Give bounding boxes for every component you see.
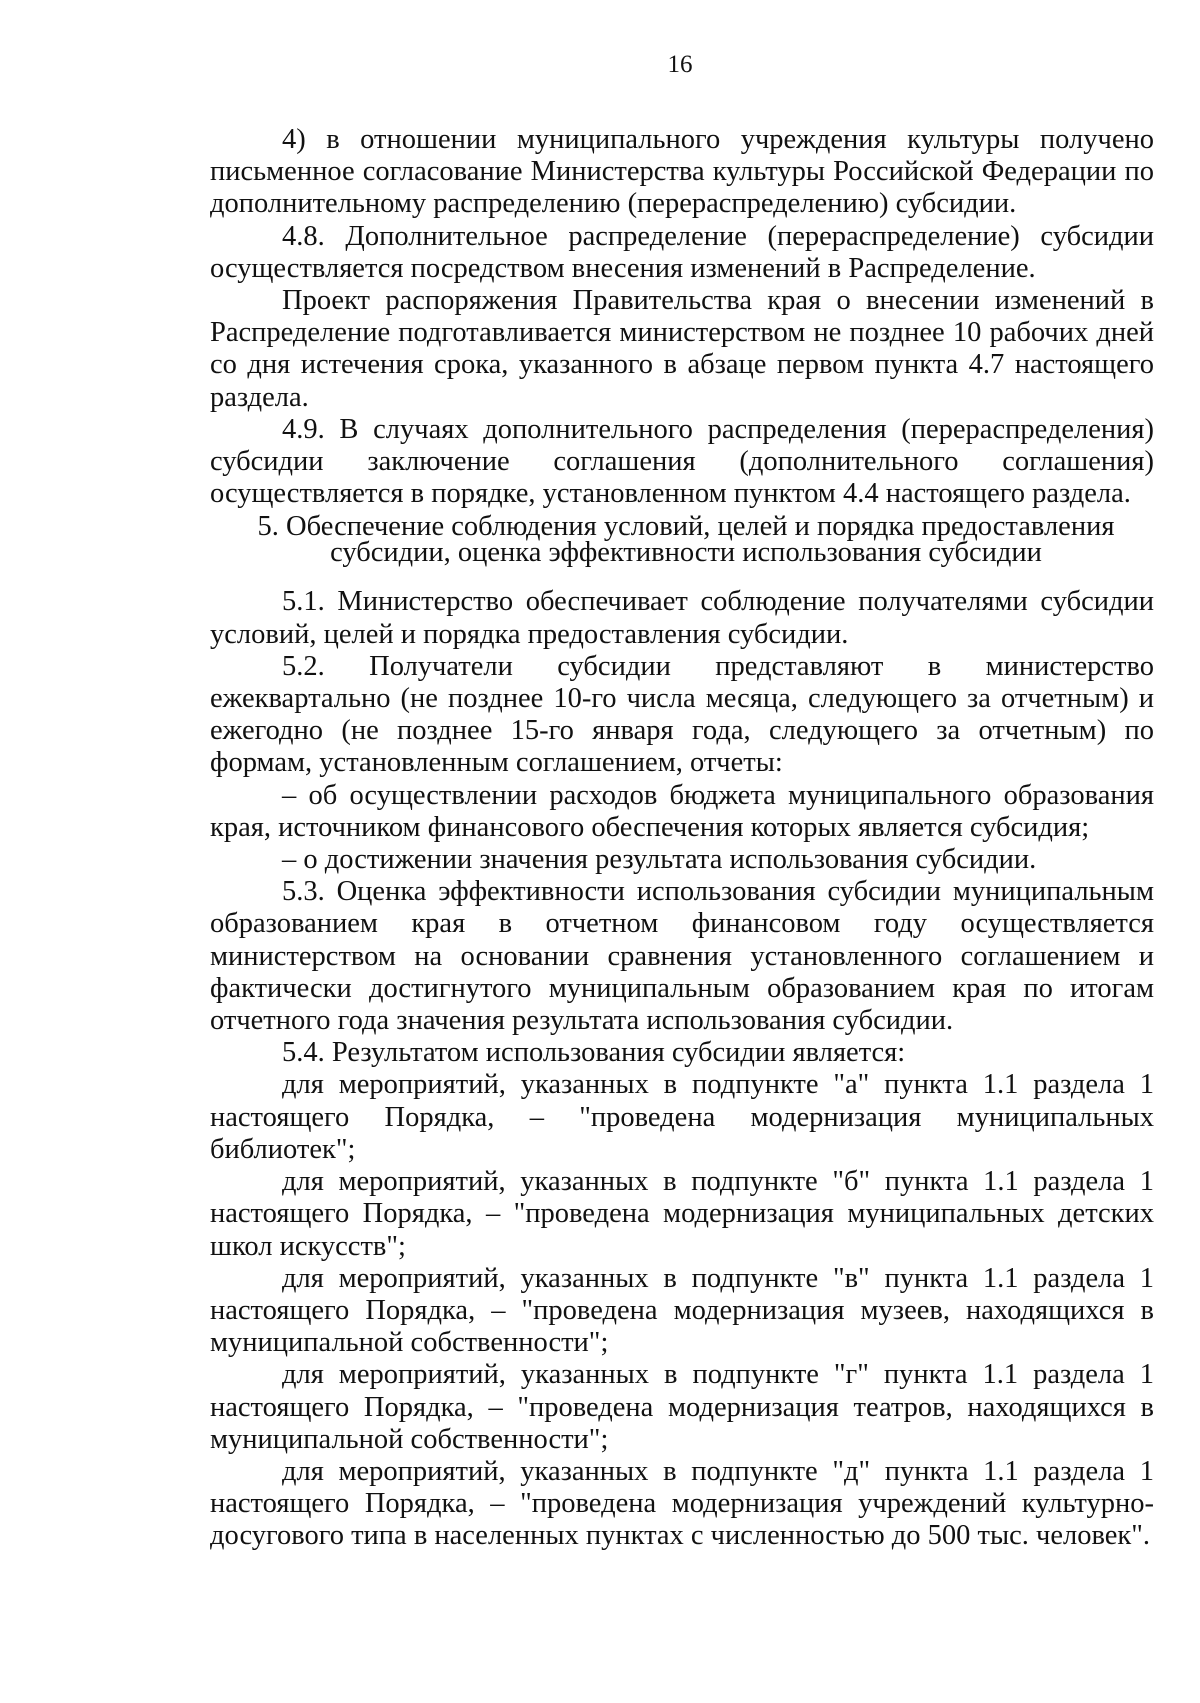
paragraph-5-4: 5.4. Результатом использования субсидии является: [282,1037,906,1069]
paragraph-5-4-item-g: для мероприятий, указанных в подпункте "г" пункта 1.1 раздела 1 настоящего Порядка, – "проведена модернизация театров, находящихся в муниципальной собственности"; [210,1359,1154,1455]
section-title [210,511,1154,569]
paragraph-5-2: 5.2. Получатели субсидии представляют в министерство ежеквартально (не позднее 10-го числа месяца, следующего за отчетным) и ежегодно (не позднее 15-го января года, следующего за отчетным) по формам, установленным соглашением, отчеты: [210,650,1154,779]
paragraph-4-8: 4.8. Дополнительное распределение (перераспределение) субсидии осуществляется посредством внесения изменений в Распределение. [210,220,1154,284]
paragraph-4-7-item-4: 4) в отношении муниципального учреждения культуры получено письменное согласование Министерства культуры Российской Федерации по дополнительному распределению (перераспределению) субсидии. [210,124,1154,220]
paragraph-5-3: 5.3. Оценка эффективности использования субсидии муниципальным образованием края в отчетном финансовом году осуществляется министерством на основании сравнения установленного соглашением и фактически достигнутого муниципальным образованием края по итогам отчетного года значения результата использования субсидии. [210,876,1154,1037]
document-body [210,124,1154,1553]
paragraph-5-2-dash-1: – об осуществлении расходов бюджета муниципального образования края, источником финансового обеспечения которых является субсидия; [210,779,1154,843]
paragraph-5-1: 5.1. Министерство обеспечивает соблюдение получателями субсидии условий, целей и порядка предоставления субсидии. [210,586,1154,650]
section-title-line-2: субсидии, оценка эффективности использования субсидии [330,537,1042,569]
paragraph-5-2-dash-2: – о достижении значения результата использования субсидии. [282,844,1037,876]
paragraph-4-9: 4.9. В случаях дополнительного распределения (перераспределения) субсидии заключение соглашения (дополнительного соглашения) осуществляется в порядке, установленном пунктом 4.4 настоящего раздела. [210,413,1154,510]
paragraph-5-4-item-d: для мероприятий, указанных в подпункте "д" пункта 1.1 раздела 1 настоящего Порядка, – "проведена модернизация учреждений культурно-досугового типа в населенных пунктах с численностью до 500 тыс. человек". [210,1455,1154,1552]
page-number: 16 [667,51,693,78]
paragraph-5-4-item-v: для мероприятий, указанных в подпункте "в" пункта 1.1 раздела 1 настоящего Порядка, – "проведена модернизация музеев, находящихся в муниципальной собственности"; [210,1262,1154,1359]
paragraph-4-8-project: Проект распоряжения Правительства края о внесении изменений в Распределение подготавливается министерством не позднее 10 рабочих дней со дня истечения срока, указанного в абзаце первом пункта 4.7 настоящего раздела. [210,285,1154,413]
paragraph-5-4-item-b: для мероприятий, указанных в подпункте "б" пункта 1.1 раздела 1 настоящего Порядка, – "проведена модернизация муниципальных детских школ искусств"; [210,1166,1154,1262]
paragraph-5-4-item-a: для мероприятий, указанных в подпункте "а" пункта 1.1 раздела 1 настоящего Порядка, – "проведена модернизация муниципальных библиотек"; [210,1069,1154,1165]
section-title-line-1: 5. Обеспечение соблюдения условий, целей и порядка предоставления [257,511,1115,543]
